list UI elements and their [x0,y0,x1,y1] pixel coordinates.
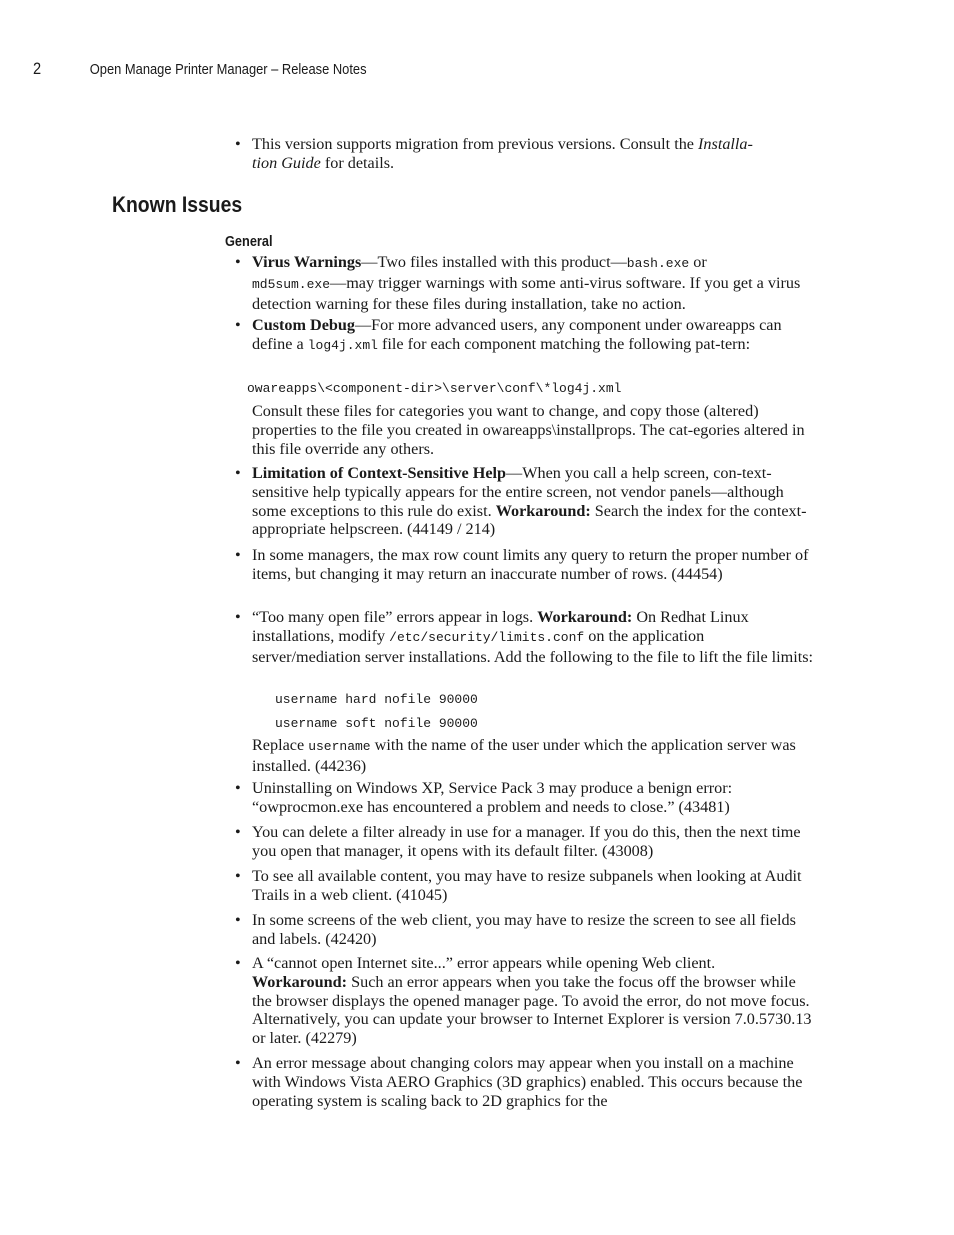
paragraph-replace-username: Replace username with the name of the user under which the application server was installed. (44236) [252,736,796,775]
bullet: • [235,546,241,564]
page-number: 2 [33,59,42,78]
running-title: Open Manage Printer Manager – Release Notes [89,61,367,78]
bullet: • [235,253,241,271]
bullet: • [235,911,241,929]
subsection-title: General [225,234,273,250]
bullet: • [235,867,241,885]
bullet: • [235,779,241,797]
list-item-virus-warnings: Virus Warnings—Two files installed with this product—bash.exe or md5sum.exe—may trigger warnings with some anti-virus software. If you get a virus detection warning for these files during installation, take no action. [252,253,801,313]
bullet: • [235,316,241,334]
list-item-web-client-resize: In some screens of the web client, you may have to resize the screen to see all fields and labels. (42420) [252,911,796,948]
list-item-open-file: “Too many open file” errors appear in logs. Workaround: On Redhat Linux installations, modify /etc/security/limits.conf on the application server/mediation server installations. Add the following to the file to lift the file limits: [252,608,814,666]
section-title: Known Issues [112,192,243,217]
list-item-filter: You can delete a filter already in use for a manager. If you do this, then the next time you open that manager, it opens with its default filter. (43008) [252,823,801,860]
list-item-row-count: In some managers, the max row count limits any query to return the proper number of items, but changing it may return an inaccurate number of rows. (44454) [252,546,809,583]
bullet: • [235,608,241,626]
running-header [33,59,367,79]
code-line: owareapps\<component-dir>\server\conf\*log4j.xml [247,381,622,396]
bullet: • [235,464,241,482]
bullet: • [235,954,241,972]
list-item-audit-trails: To see all available content, you may have to resize subpanels when looking at Audit Trails in a web client. (41045) [252,867,802,904]
list-item-context-help: Limitation of Context-Sensitive Help—When you call a help screen, con-text-sensitive help typically appears for the entire screen, not vendor panels—although some exceptions to this rule do exist. Workaround: Search the index for the context-appropriate helpscreen. (44149 / 214) [252,464,807,539]
guide-title: Installa- tion Guide [252,135,753,172]
list-item-windows-xp: Uninstalling on Windows XP, Service Pack 3 may produce a benign error: “owprocmon.exe has encountered a problem and needs to close.” (43481) [252,779,733,816]
bullet: • [235,135,241,153]
code-line: username soft nofile 90000 [275,716,478,731]
list-item-vista-aero: An error message about changing colors may appear when you install on a machine with Windows Vista AERO Graphics (3D graphics) enabled. This occurs because the operating system is scaling back to 2D graphics for the [252,1054,803,1110]
paragraph-debug-consult: Consult these files for categories you want to change, and copy those (altered) properties to the file you created in owareapps\installprops. The cat-egories altered in this file override any others. [252,402,805,458]
list-item-internet-site: A “cannot open Internet site...” error appears while opening Web client. Workaround: Such an error appears when you take the focus off the browser while the browser displays the opened manager page. To avoid the error, do not move focus. Alternatively, you can update your browser to Internet Explorer is version 7.0.5730.13 or later. (42279) [252,954,812,1048]
list-item-custom-debug: Custom Debug—For more advanced users, any component under owareapps can define a log4j.xml file for each component matching the following pat-tern: [252,316,782,353]
bullet: • [235,1054,241,1072]
intro-paragraph: This version supports migration from previous versions. Consult the Installa- tion Guide for details. [252,135,753,172]
code-line: username hard nofile 90000 [275,692,478,707]
bullet: • [235,823,241,841]
